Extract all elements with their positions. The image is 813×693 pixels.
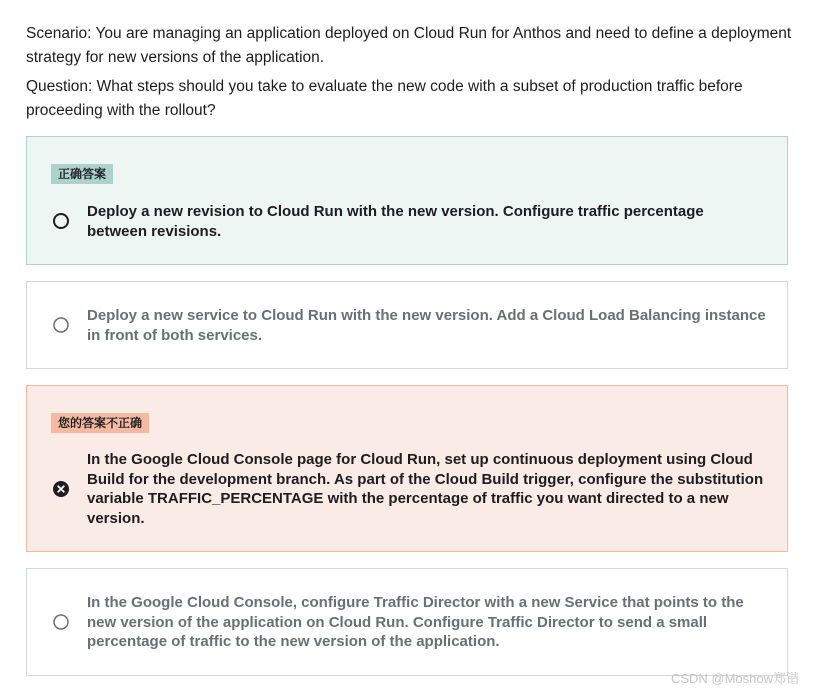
radio-unselected-icon[interactable] <box>53 614 69 630</box>
question-block <box>26 22 796 128</box>
answer-option-3[interactable] <box>26 385 788 552</box>
answer-option-4[interactable] <box>26 568 788 676</box>
radio-unselected-icon[interactable] <box>53 213 69 229</box>
incorrect-answer-badge: 您的答案不正确 <box>51 413 149 433</box>
answer-option-text: In the Google Cloud Console, configure Traffic Director with a new Service that points to the new version of the application on Cloud Run. Configure Traffic Director to send a small percentage of traffic to the new version of the application. <box>87 594 744 650</box>
watermark: CSDN @Moshow郑锴 <box>670 671 799 686</box>
answer-option-text: Deploy a new service to Cloud Run with the new version. Add a Cloud Load Balancing instance in front of both services. <box>87 307 766 344</box>
scenario-text: Scenario: You are managing an application deployed on Cloud Run for Anthos and need to define a deployment strategy for new versions of the application. <box>26 25 792 66</box>
question-text: Question: What steps should you take to evaluate the new code with a subset of production traffic before proceeding with the rollout? <box>26 78 743 119</box>
radio-unselected-icon[interactable] <box>53 317 69 333</box>
answer-option-text: Deploy a new revision to Cloud Run with the new version. Configure traffic percentage between revisions. <box>87 203 704 240</box>
answer-option-text: In the Google Cloud Console page for Cloud Run, set up continuous deployment using Cloud Build for the development branch. As part of the Cloud Build trigger, configure the substitution variable TRAFFIC_PERCENTAGE with the percentage of traffic you want directed to a new version. <box>87 451 764 527</box>
answer-option-2[interactable] <box>26 281 788 369</box>
correct-answer-badge: 正确答案 <box>51 164 113 184</box>
answer-option-1[interactable] <box>26 136 788 265</box>
radio-selected-wrong-icon[interactable] <box>53 481 69 497</box>
